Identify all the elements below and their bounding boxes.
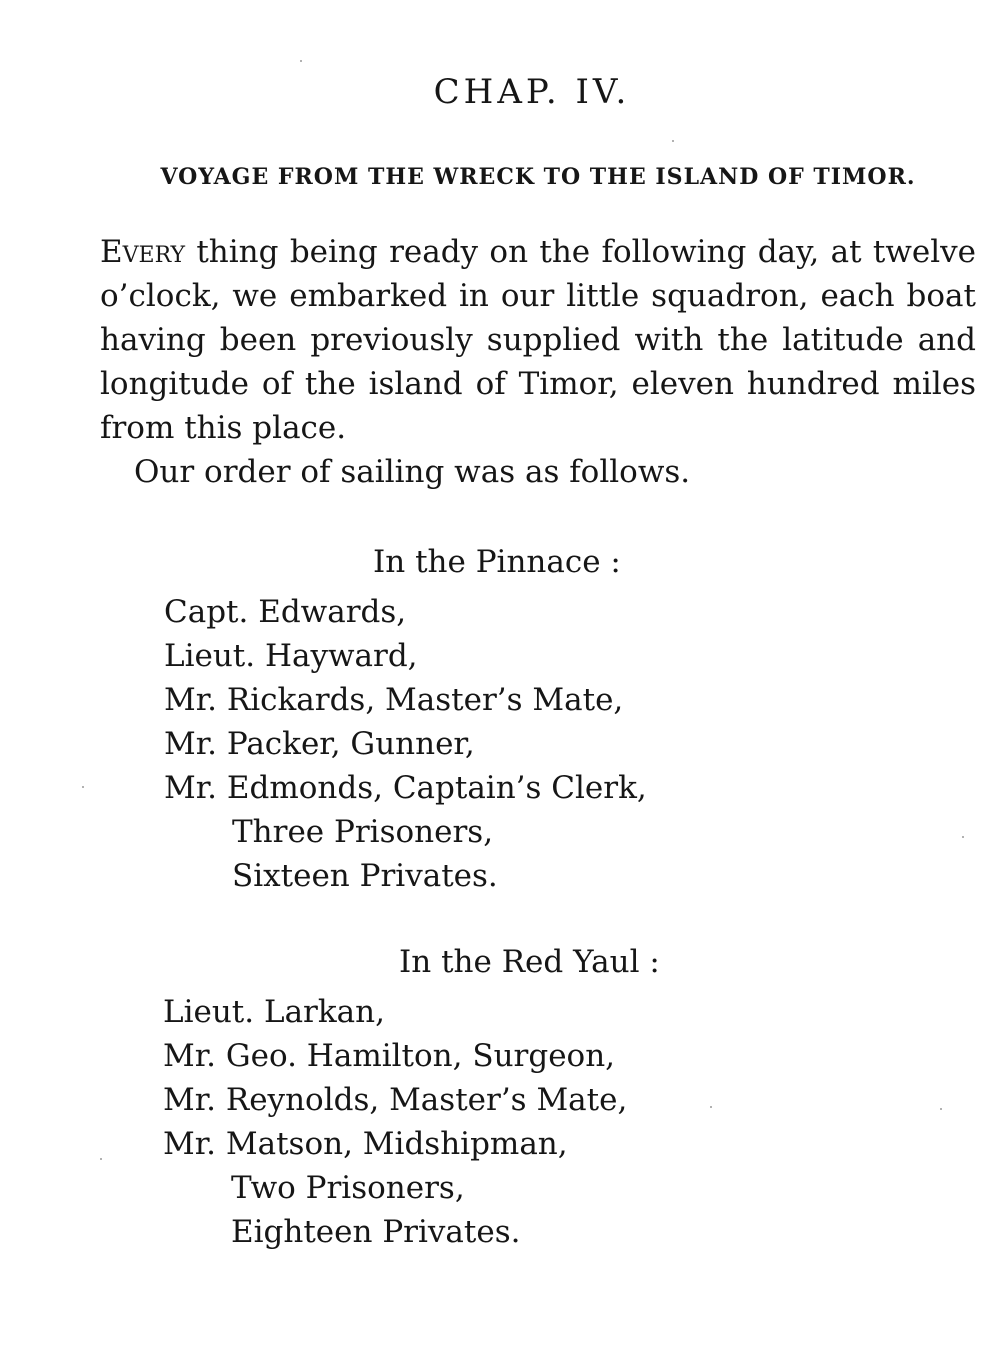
- crew-entry: Mr. Edmonds, Captain’s Clerk,: [164, 770, 647, 806]
- crew-entry: Mr. Matson, Midshipman,: [163, 1126, 568, 1162]
- crew-entry: Lieut. Hayward,: [164, 638, 418, 674]
- scan-speck: [672, 140, 674, 142]
- opening-word: Every: [100, 234, 185, 270]
- crew-entry: Mr. Geo. Hamilton, Surgeon,: [163, 1038, 616, 1074]
- crew-entry: Three Prisoners,: [232, 814, 494, 850]
- chapter-heading: CHAP. IV.: [433, 72, 631, 112]
- pinnace-heading: In the Pinnace :: [373, 544, 621, 580]
- red-yaul-crew-list: [163, 990, 627, 1254]
- pinnace-crew-list: [164, 590, 647, 898]
- opening-paragraph: [100, 230, 976, 450]
- scan-speck: [82, 786, 84, 788]
- crew-entry: Sixteen Privates.: [232, 858, 498, 894]
- scan-speck: [940, 1108, 942, 1110]
- crew-entry: Capt. Edwards,: [164, 594, 407, 630]
- scan-speck: [962, 836, 964, 838]
- crew-entry: Mr. Reynolds, Master’s Mate,: [163, 1082, 628, 1118]
- crew-entry: Mr. Packer, Gunner,: [164, 726, 475, 762]
- crew-entry: Two Prisoners,: [231, 1170, 465, 1206]
- crew-entry: Eighteen Privates.: [231, 1214, 521, 1250]
- chapter-subtitle: VOYAGE FROM THE WRECK TO THE ISLAND OF TIMOR.: [160, 164, 916, 190]
- scan-speck: [300, 60, 302, 62]
- red-yaul-heading: In the Red Yaul :: [399, 944, 660, 980]
- scan-speck: [100, 1158, 102, 1160]
- opening-paragraph-text: thing being ready on the following day, at twelve o’clock, we embarked in our little squadron, each boat having been previously supplied with the latitude and longitude of the island of Timor, eleven hundred miles from this place.: [100, 234, 976, 446]
- crew-entry: Mr. Rickards, Master’s Mate,: [164, 682, 624, 718]
- crew-entry: Lieut. Larkan,: [163, 994, 385, 1030]
- scan-speck: [710, 1106, 712, 1108]
- sailing-order-paragraph: Our order of sailing was as follows.: [134, 454, 691, 490]
